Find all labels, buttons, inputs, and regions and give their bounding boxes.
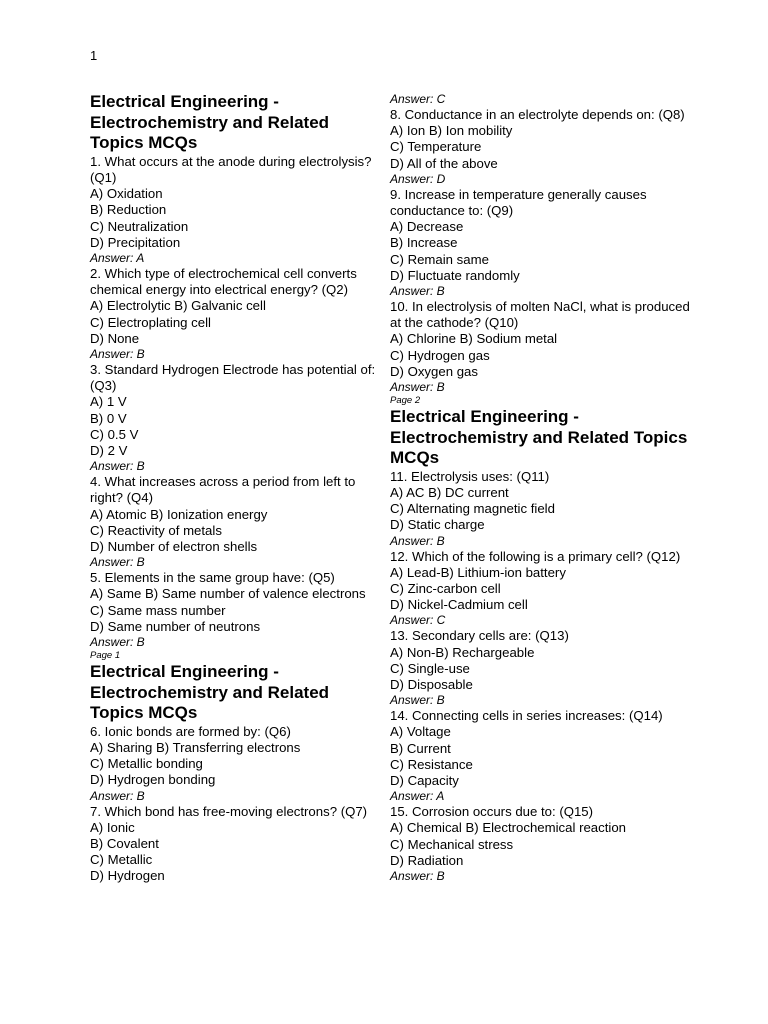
answer-option: D) Hydrogen bonding <box>90 772 216 788</box>
answer-option: D) All of the above <box>390 155 498 171</box>
section-heading: Electrical Engineering - Electrochemistry and Related Topics MCQs <box>90 662 330 723</box>
answer-key: Answer: B <box>390 869 445 884</box>
answer-option: B) 0 V <box>90 410 127 426</box>
page-marker: Page 2 <box>390 395 421 407</box>
answer-key: Answer: B <box>390 693 445 708</box>
answer-option: C) Single-use <box>390 660 470 676</box>
answer-option: C) Remain same <box>390 251 489 267</box>
left-column <box>90 92 380 885</box>
answer-key: Answer: B <box>90 459 145 474</box>
answer-option: C) Resistance <box>390 756 473 772</box>
answer-option: A) Chlorine B) Sodium metal <box>390 331 558 347</box>
answer-option: A) Same B) Same number of valence electrons <box>90 586 366 602</box>
page-marker: Page 1 <box>90 650 121 662</box>
answer-option: C) Mechanical stress <box>390 836 514 852</box>
answer-option: C) 0.5 V <box>90 426 139 442</box>
answer-option: A) 1 V <box>90 394 127 410</box>
question-text: 10. In electrolysis of molten NaCl, what is produced at the cathode? (Q10) <box>390 299 690 331</box>
answer-option: D) Oxygen gas <box>390 363 478 379</box>
answer-option: A) Atomic B) Ionization energy <box>90 506 268 522</box>
answer-key: Answer: A <box>90 251 145 265</box>
answer-key: Answer: B <box>390 380 445 395</box>
answer-option: A) Chemical B) Electrochemical reaction <box>390 820 626 836</box>
answer-option: B) Covalent <box>90 836 159 852</box>
answer-option: A) Decrease <box>390 219 464 235</box>
answer-option: B) Current <box>390 740 451 756</box>
answer-key: Answer: C <box>390 613 446 628</box>
question-text: 15. Corrosion occurs due to: (Q15) <box>390 804 594 820</box>
answer-option: C) Temperature <box>390 139 482 155</box>
question-text: 4. What increases across a period from left to right? (Q4) <box>90 474 356 506</box>
answer-option: D) Same number of neutrons <box>90 618 261 634</box>
answer-option: B) Increase <box>390 235 458 251</box>
answer-key: Answer: C <box>390 92 446 106</box>
question-text: 3. Standard Hydrogen Electrode has potential of: (Q3) <box>90 362 376 394</box>
answer-option: A) Sharing B) Transferring electrons <box>90 740 301 756</box>
answer-option: C) Electroplating cell <box>90 314 211 330</box>
question-text: 11. Electrolysis uses: (Q11) <box>390 468 550 484</box>
answer-option: D) Number of electron shells <box>90 539 258 555</box>
answer-option: A) Voltage <box>390 724 451 740</box>
answer-option: A) Oxidation <box>90 186 163 202</box>
answer-option: D) Radiation <box>390 852 464 868</box>
answer-key: Answer: B <box>390 284 445 299</box>
question-text: 9. Increase in temperature generally causes conductance to: (Q9) <box>390 186 647 219</box>
answer-option: A) Electrolytic B) Galvanic cell <box>90 298 266 314</box>
answer-option: D) Hydrogen <box>90 868 165 884</box>
question-text: 2. Which type of electrochemical cell converts chemical energy into electrical energy? (Q2) <box>90 266 357 298</box>
answer-option: C) Metallic <box>90 852 153 868</box>
answer-option: C) Same mass number <box>90 602 226 618</box>
answer-option: C) Neutralization <box>90 218 189 234</box>
question-text: 13. Secondary cells are: (Q13) <box>390 628 569 644</box>
answer-option: D) Fluctuate randomly <box>390 267 520 283</box>
answer-key: Answer: B <box>90 555 145 570</box>
question-text: 14. Connecting cells in series increases: (Q14) <box>390 708 663 724</box>
page-number: 1 <box>90 48 98 63</box>
answer-option: C) Zinc-carbon cell <box>390 581 501 597</box>
right-column <box>390 92 690 884</box>
answer-option: C) Metallic bonding <box>90 756 203 772</box>
question-text: 12. Which of the following is a primary cell? (Q12) <box>390 548 681 564</box>
answer-option: D) Disposable <box>390 677 473 693</box>
answer-option: B) Reduction <box>90 202 167 218</box>
answer-option: C) Reactivity of metals <box>90 522 222 538</box>
section-heading: Electrical Engineering - Electrochemistry and Related Topics MCQs <box>390 407 688 468</box>
answer-option: A) Ionic <box>90 819 135 835</box>
question-text: 5. Elements in the same group have: (Q5) <box>90 570 335 586</box>
answer-option: D) Nickel-Cadmium cell <box>390 597 528 613</box>
answer-option: D) Precipitation <box>90 234 181 250</box>
answer-key: Answer: B <box>90 635 145 650</box>
answer-key: Answer: A <box>390 789 445 804</box>
answer-option: C) Hydrogen gas <box>390 347 490 363</box>
answer-key: Answer: D <box>390 171 446 186</box>
question-text: 8. Conductance in an electrolyte depends on: (Q8) <box>390 107 685 122</box>
question-text: 7. Which bond has free-moving electrons? (Q7) <box>90 803 368 819</box>
answer-option: A) Non-B) Rechargeable <box>390 644 535 660</box>
answer-key: Answer: B <box>90 347 145 362</box>
section-heading: Electrical Engineering - Electrochemistry and Related Topics MCQs <box>90 92 330 153</box>
answer-option: C) Alternating magnetic field <box>390 501 555 517</box>
answer-key: Answer: B <box>90 788 145 803</box>
answer-key: Answer: B <box>390 533 445 548</box>
question-text: 1. What occurs at the anode during electrolysis? (Q1) <box>90 153 372 185</box>
answer-option: D) 2 V <box>90 443 128 459</box>
question-text: 6. Ionic bonds are formed by: (Q6) <box>90 723 291 739</box>
answer-option: A) Lead-B) Lithium-ion battery <box>390 564 566 580</box>
answer-option: D) Static charge <box>390 517 485 533</box>
answer-option: D) Capacity <box>390 773 459 789</box>
answer-option: A) Ion B) Ion mobility <box>390 123 513 139</box>
answer-option: A) AC B) DC current <box>390 485 509 501</box>
answer-option: D) None <box>90 330 140 346</box>
